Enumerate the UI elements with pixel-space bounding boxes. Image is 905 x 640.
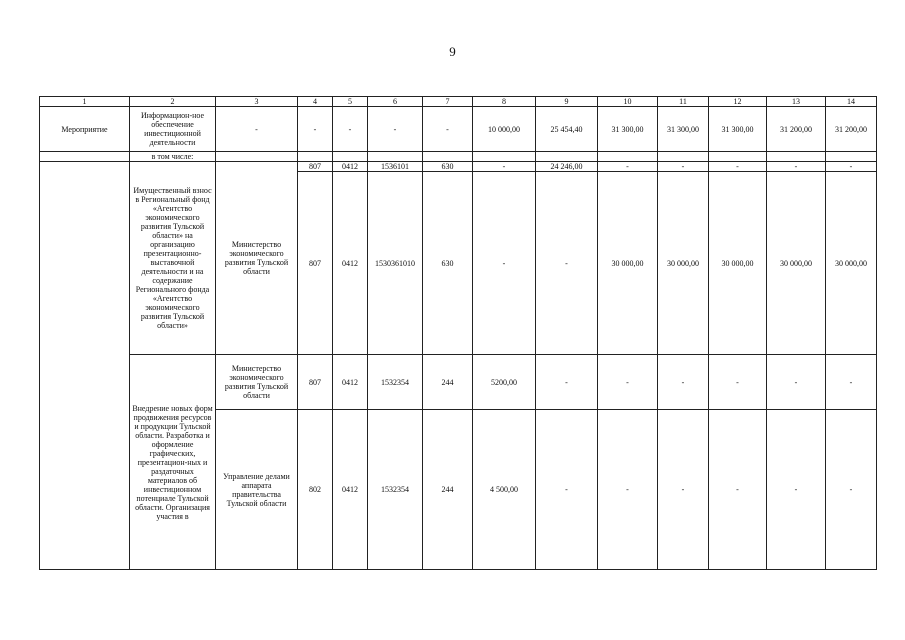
empty-cell bbox=[423, 152, 473, 162]
cell-c4: 802 bbox=[298, 410, 333, 570]
header-cell: 14 bbox=[826, 97, 877, 107]
value-col13: - bbox=[767, 355, 826, 410]
cell-c5: 0412 bbox=[333, 355, 368, 410]
table-row bbox=[40, 162, 877, 172]
empty-cell bbox=[767, 152, 826, 162]
header-cell: 11 bbox=[658, 97, 709, 107]
cell-c7: - bbox=[423, 107, 473, 152]
value-col13: - bbox=[767, 410, 826, 570]
value-col8: - bbox=[473, 172, 536, 355]
budget-table bbox=[39, 96, 877, 570]
cell-c7: 630 bbox=[423, 162, 473, 172]
header-cell: 12 bbox=[709, 97, 767, 107]
executor: Министерство экономического развития Тульской области bbox=[216, 162, 298, 355]
value-col14: - bbox=[826, 355, 877, 410]
header-cell: 9 bbox=[536, 97, 598, 107]
table-row bbox=[40, 355, 877, 410]
header-cell: 2 bbox=[130, 97, 216, 107]
value-col14: - bbox=[826, 410, 877, 570]
header-cell: 4 bbox=[298, 97, 333, 107]
value-col11: 30 000,00 bbox=[658, 172, 709, 355]
value-col8: 4 500,00 bbox=[473, 410, 536, 570]
empty-cell bbox=[536, 152, 598, 162]
header-cell: 3 bbox=[216, 97, 298, 107]
main-activity-row bbox=[40, 107, 877, 152]
cell-c4: 807 bbox=[298, 162, 333, 172]
cell-c6: 1532354 bbox=[368, 410, 423, 570]
empty-cell bbox=[658, 152, 709, 162]
value-col11: 31 300,00 bbox=[658, 107, 709, 152]
cell-c7: 244 bbox=[423, 410, 473, 570]
value-col10: 31 300,00 bbox=[598, 107, 658, 152]
value-col12: 30 000,00 bbox=[709, 172, 767, 355]
header-cell: 8 bbox=[473, 97, 536, 107]
column-number-row bbox=[40, 97, 877, 107]
value-col9: 25 454,40 bbox=[536, 107, 598, 152]
activity-name: Внедрение новых форм продвижения ресурсов и продукции Тульской области. Разработка и оформление графических, презентацион-ных и раздаточных материалов об инвестиционном потенциале Тульской области. Организация участия в bbox=[130, 355, 216, 570]
empty-cell bbox=[598, 152, 658, 162]
value-col8: - bbox=[473, 162, 536, 172]
including-row bbox=[40, 152, 877, 162]
header-cell: 1 bbox=[40, 97, 130, 107]
header-cell: 7 bbox=[423, 97, 473, 107]
including-label: в том числе: bbox=[130, 152, 216, 162]
empty-cell bbox=[826, 152, 877, 162]
value-col9: 24 246,00 bbox=[536, 162, 598, 172]
cell-c6: - bbox=[368, 107, 423, 152]
cell-c4: - bbox=[298, 107, 333, 152]
empty-cell bbox=[333, 152, 368, 162]
value-col9: - bbox=[536, 172, 598, 355]
cell-c7: 244 bbox=[423, 355, 473, 410]
cell-c5: 0412 bbox=[333, 410, 368, 570]
cell-c5: 0412 bbox=[333, 162, 368, 172]
value-col14: 31 200,00 bbox=[826, 107, 877, 152]
empty-cell bbox=[473, 152, 536, 162]
empty-cell bbox=[298, 152, 333, 162]
row-type: Мероприятие bbox=[40, 107, 130, 152]
value-col11: - bbox=[658, 410, 709, 570]
empty-cell bbox=[40, 162, 130, 570]
executor: Управление делами аппарата правительства Тульской области bbox=[216, 410, 298, 570]
value-col10: - bbox=[598, 355, 658, 410]
cell-c7: 630 bbox=[423, 172, 473, 355]
value-col14: - bbox=[826, 162, 877, 172]
empty-cell bbox=[40, 152, 130, 162]
value-col9: - bbox=[536, 410, 598, 570]
cell-c4: 807 bbox=[298, 172, 333, 355]
page-number: 9 bbox=[449, 44, 456, 59]
value-col11: - bbox=[658, 162, 709, 172]
value-col10: - bbox=[598, 410, 658, 570]
value-col8: 10 000,00 bbox=[473, 107, 536, 152]
executor: - bbox=[216, 107, 298, 152]
value-col13: - bbox=[767, 162, 826, 172]
value-col12: 31 300,00 bbox=[709, 107, 767, 152]
value-col11: - bbox=[658, 355, 709, 410]
cell-c6: 1532354 bbox=[368, 355, 423, 410]
cell-c4: 807 bbox=[298, 355, 333, 410]
value-col13: 31 200,00 bbox=[767, 107, 826, 152]
value-col10: 30 000,00 bbox=[598, 172, 658, 355]
activity-name: Информацион-ное обеспечение инвестиционной деятельности bbox=[130, 107, 216, 152]
executor: Министерство экономического развития Тульской области bbox=[216, 355, 298, 410]
header-cell: 13 bbox=[767, 97, 826, 107]
header-cell: 6 bbox=[368, 97, 423, 107]
empty-cell bbox=[368, 152, 423, 162]
value-col13: 30 000,00 bbox=[767, 172, 826, 355]
value-col9: - bbox=[536, 355, 598, 410]
header-cell: 5 bbox=[333, 97, 368, 107]
activity-name: Имущественный взнос в Региональный фонд «Агентство экономического развития Тульской области» на организацию презентационно-выставочной деятельности и на содержание Регионального фонда «Агентство экономического развития Тульской области» bbox=[130, 162, 216, 355]
value-col14: 30 000,00 bbox=[826, 172, 877, 355]
value-col12: - bbox=[709, 410, 767, 570]
cell-c6: 1530361010 bbox=[368, 172, 423, 355]
cell-c5: 0412 bbox=[333, 172, 368, 355]
value-col12: - bbox=[709, 162, 767, 172]
cell-c5: - bbox=[333, 107, 368, 152]
cell-c6: 1536101 bbox=[368, 162, 423, 172]
header-cell: 10 bbox=[598, 97, 658, 107]
value-col12: - bbox=[709, 355, 767, 410]
empty-cell bbox=[709, 152, 767, 162]
value-col10: - bbox=[598, 162, 658, 172]
value-col8: 5200,00 bbox=[473, 355, 536, 410]
empty-cell bbox=[216, 152, 298, 162]
